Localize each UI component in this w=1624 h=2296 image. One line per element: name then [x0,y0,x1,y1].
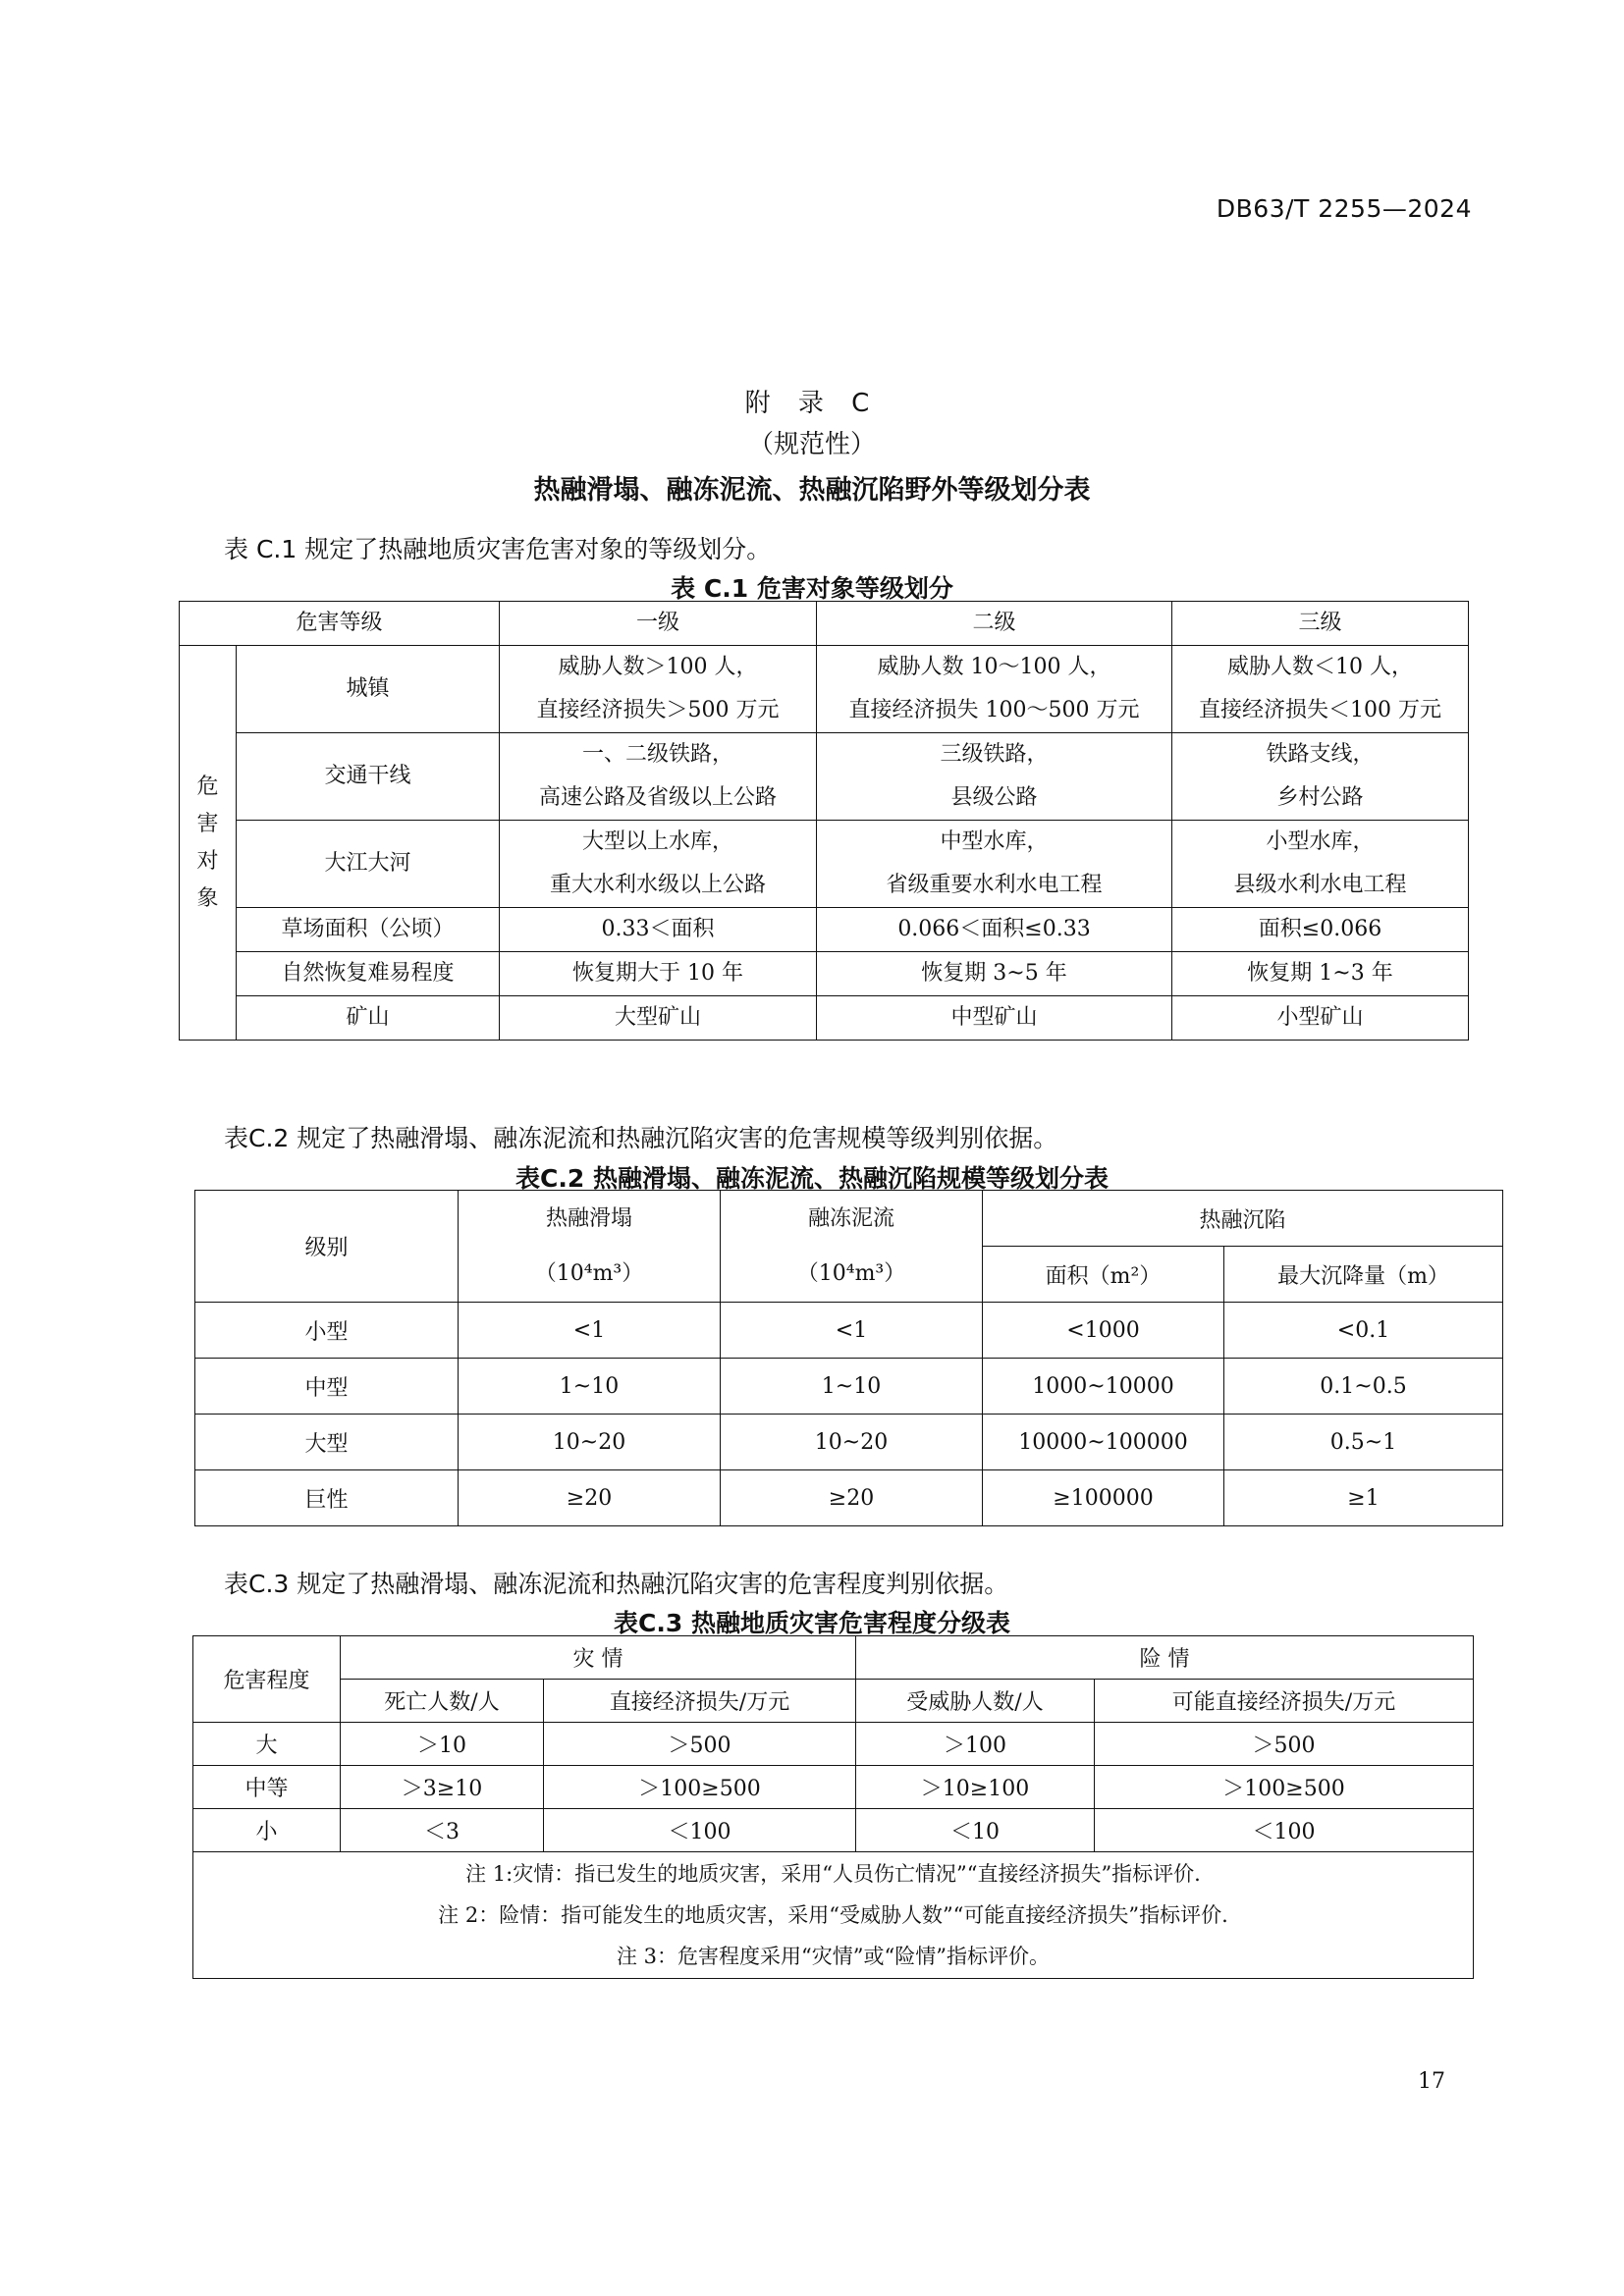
table-cell: 恢复期 1~3 年 [1172,952,1469,996]
table-cell: 一、二级铁路， 高速公路及省级以上公路 [500,733,817,821]
table-cell: <0.1 [1224,1303,1503,1359]
table-row [180,908,1469,952]
table-row [193,1723,1474,1766]
table-cell: 面积≤0.066 [1172,908,1469,952]
table-cell: 中型矿山 [817,996,1172,1041]
header-cell: 灾 情 [341,1636,856,1680]
page-number: 17 [1418,2069,1445,2094]
table-cell: ≥1 [1224,1470,1503,1526]
table-row [195,1359,1503,1415]
table-cell: 大型矿山 [500,996,817,1041]
table-notes-row [193,1852,1474,1979]
header-cell: 热融滑塌 （10⁴m³） [459,1191,721,1303]
table-cell: ≥20 [459,1470,721,1526]
header-cell: 最大沉降量（m） [1224,1247,1503,1303]
table-cell: ＜100 [1095,1809,1474,1852]
table-cell: 恢复期 3~5 年 [817,952,1172,996]
header-cell: 面积（m²） [983,1247,1224,1303]
table-cell: ＞10 [341,1723,544,1766]
table3-caption: 表C.3 热融地质灾害危害程度分级表 [614,1609,1010,1637]
table-row [195,1415,1503,1470]
table-notes [193,1852,1474,1979]
table-cell: ＞500 [544,1723,856,1766]
row-label: 大 [193,1723,341,1766]
table-cell: 威胁人数＞100 人， 直接经济损失＞500 万元 [500,646,817,733]
appendix-nature: （规范性） [747,430,876,459]
header-cell: 级别 [195,1191,459,1303]
table-cell: ＜10 [856,1809,1095,1852]
header-cell: 二级 [817,602,1172,646]
table-cell: <1000 [983,1303,1224,1359]
table-cell: ＜3 [341,1809,544,1852]
table-cell: 威胁人数＜10 人， 直接经济损失＜100 万元 [1172,646,1469,733]
row-label: 大江大河 [237,821,500,908]
table-cell: 0.066＜面积≤0.33 [817,908,1172,952]
note-1: 注 1:灾情：指已发生的地质灾害，采用“人员伤亡情况”“直接经济损失”指标评价. [465,1862,1201,1886]
table-cell: 恢复期大于 10 年 [500,952,817,996]
table-cell: 小型矿山 [1172,996,1469,1041]
appendix-heading: 热融滑塌、融冻泥流、热融沉陷野外等级划分表 [533,475,1091,506]
table-cell: 铁路支线， 乡村公路 [1172,733,1469,821]
header-cell: 直接经济损失/万元 [544,1680,856,1723]
table-cell: 1000~10000 [983,1359,1224,1415]
header-cell: 受威胁人数/人 [856,1680,1095,1723]
table-cell: <1 [721,1303,983,1359]
header-cell: 融冻泥流 （10⁴m³） [721,1191,983,1303]
row-label: 巨性 [195,1470,459,1526]
row-label: 中型 [195,1359,459,1415]
table-cell: 威胁人数 10～100 人， 直接经济损失 100～500 万元 [817,646,1172,733]
table-header-row [180,602,1469,646]
table-cell: 1~10 [721,1359,983,1415]
group-label: 危害对象 [196,774,219,911]
table-row [180,821,1469,908]
table-cell: 0.5~1 [1224,1415,1503,1470]
table-cell: ＞100≥500 [544,1766,856,1809]
header-cell: 危害程度 [193,1636,341,1723]
table-cell: ＞100≥500 [1095,1766,1474,1809]
table-cell: 10~20 [721,1415,983,1470]
table-cell: ≥20 [721,1470,983,1526]
row-label: 草场面积（公顷） [237,908,500,952]
table-cell: ＜100 [544,1809,856,1852]
table-cell: ＞10≥100 [856,1766,1095,1809]
table-cell: <1 [459,1303,721,1359]
table1-intro: 表 C.1 规定了热融地质灾害危害对象的等级划分。 [224,535,772,563]
table1-caption: 表 C.1 危害对象等级划分 [671,574,953,603]
table-cell: 小型水库， 县级水利水电工程 [1172,821,1469,908]
appendix-title: 附 录 C [744,389,880,418]
note-3: 注 3：危害程度采用“灾情”或“险情”指标评价。 [617,1945,1050,1968]
table-row [180,996,1469,1041]
row-label: 交通干线 [237,733,500,821]
table-cell: 三级铁路， 县级公路 [817,733,1172,821]
table-cell: 0.1~0.5 [1224,1359,1503,1415]
table-row [180,646,1469,733]
table-cell: 1~10 [459,1359,721,1415]
group-label-cell [180,646,237,1041]
header-cell: 危害等级 [180,602,500,646]
table-cell: 大型以上水库， 重大水利水级以上公路 [500,821,817,908]
table-row [180,952,1469,996]
header-cell: 三级 [1172,602,1469,646]
table-cell: ＞3≥10 [341,1766,544,1809]
row-label: 矿山 [237,996,500,1041]
header-cell: 死亡人数/人 [341,1680,544,1723]
table3-intro: 表C.3 规定了热融滑塌、融冻泥流和热融沉陷灾害的危害程度判别依据。 [224,1570,1009,1598]
table-row [193,1766,1474,1809]
table-cell: ＞100 [856,1723,1095,1766]
row-label: 自然恢复难易程度 [237,952,500,996]
table-cell: 0.33＜面积 [500,908,817,952]
table-cell: 10000~100000 [983,1415,1224,1470]
header-cell: 热融沉陷 [983,1191,1503,1247]
row-label: 城镇 [237,646,500,733]
table-header-row [195,1191,1503,1247]
table2-caption: 表C.2 热融滑塌、融冻泥流、热融沉陷规模等级划分表 [515,1164,1109,1193]
table-row [195,1303,1503,1359]
table-row [180,733,1469,821]
table-row [195,1470,1503,1526]
table-cell: ＞500 [1095,1723,1474,1766]
scale-grade-table [194,1190,1503,1526]
row-label: 小 [193,1809,341,1852]
row-label: 中等 [193,1766,341,1809]
document-code: DB63/T 2255—2024 [1216,194,1472,223]
table-header-row [193,1636,1474,1680]
hazard-degree-table [192,1635,1474,1979]
note-2: 注 2：险情：指可能发生的地质灾害，采用“受威胁人数”“可能直接经济损失”指标评价. [438,1903,1228,1927]
table-row [193,1809,1474,1852]
table-header-row [193,1680,1474,1723]
table-cell: 中型水库， 省级重要水利水电工程 [817,821,1172,908]
row-label: 小型 [195,1303,459,1359]
table-cell: 10~20 [459,1415,721,1470]
header-cell: 可能直接经济损失/万元 [1095,1680,1474,1723]
hazard-object-table [179,601,1469,1041]
header-cell: 险 情 [856,1636,1474,1680]
table-cell: ≥100000 [983,1470,1224,1526]
row-label: 大型 [195,1415,459,1470]
table2-intro: 表C.2 规定了热融滑塌、融冻泥流和热融沉陷灾害的危害规模等级判别依据。 [224,1124,1058,1152]
header-cell: 一级 [500,602,817,646]
